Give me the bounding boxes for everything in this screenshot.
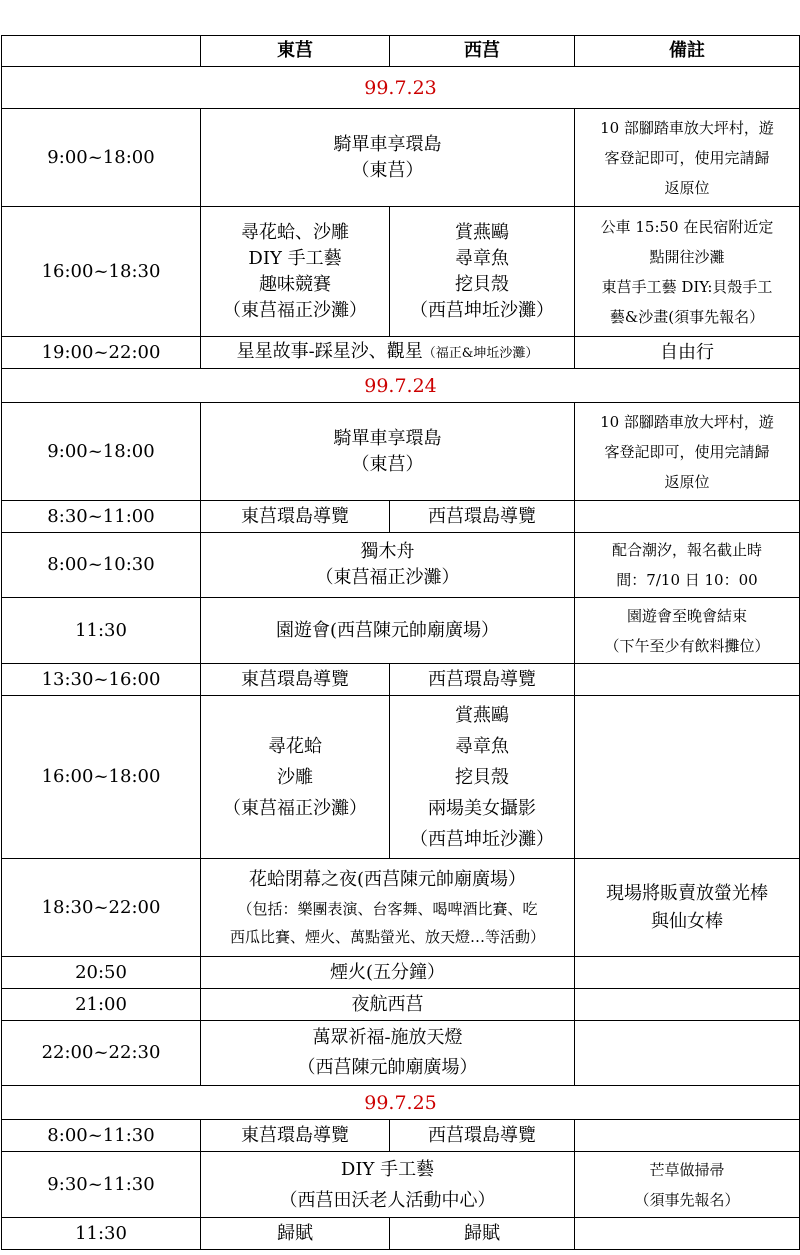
west-cell: 賞燕鷗 尋章魚 挖貝殼 （西莒坤坵沙灘） xyxy=(390,207,575,337)
activity-cell: 獨木舟 （東莒福正沙灘） xyxy=(201,533,575,598)
time-cell: 11:30 xyxy=(2,598,201,664)
time-cell: 18:30~22:00 xyxy=(2,859,201,957)
time-cell: 13:30~16:00 xyxy=(2,664,201,696)
table-row xyxy=(2,1120,800,1152)
time-cell: 9:00~18:00 xyxy=(2,403,201,501)
time-cell: 20:50 xyxy=(2,957,201,989)
table-row xyxy=(2,403,800,501)
activity-cell: 煙火(五分鐘） xyxy=(201,957,575,989)
header-notes: 備註 xyxy=(575,36,800,67)
date-cell: 99.7.23 xyxy=(2,67,800,109)
time-cell: 22:00~22:30 xyxy=(2,1021,201,1086)
note-cell xyxy=(575,1021,800,1086)
time-cell: 9:30~11:30 xyxy=(2,1152,201,1218)
table-row xyxy=(2,533,800,598)
note-cell: 自由行 xyxy=(575,337,800,369)
west-cell: 西莒環島導覽 xyxy=(390,664,575,696)
time-cell: 8:30~11:00 xyxy=(2,501,201,533)
time-cell: 8:00~11:30 xyxy=(2,1120,201,1152)
note-cell: 園遊會至晚會結束 （下午至少有飲料攤位） xyxy=(575,598,800,664)
table-row xyxy=(2,501,800,533)
note-cell: 公車 15:50 在民宿附近定 點開往沙灘 東莒手工藝 DIY:貝殼手工 藝&沙畫(須事先報名） xyxy=(575,207,800,337)
table-row xyxy=(2,1218,800,1250)
table-row xyxy=(2,337,800,369)
table-row xyxy=(2,109,800,207)
activity-cell: 花蛤閉幕之夜(西莒陳元帥廟廣場） （包括：樂團表演、台客舞、喝啤酒比賽、吃 西瓜比賽、煙火、萬點螢光、放天燈…等活動） xyxy=(201,859,575,957)
table-row xyxy=(2,207,800,337)
activity-cell: 萬眾祈福-施放天燈 （西莒陳元帥廟廣場） xyxy=(201,1021,575,1086)
west-cell: 西莒環島導覽 xyxy=(390,1120,575,1152)
note-cell xyxy=(575,501,800,533)
east-cell: 尋花蛤 沙雕 （東莒福正沙灘） xyxy=(201,696,390,859)
west-cell: 賞燕鷗 尋章魚 挖貝殼 兩場美女攝影 （西莒坤坵沙灘） xyxy=(390,696,575,859)
east-cell: 歸賦 xyxy=(201,1218,390,1250)
table-row xyxy=(2,859,800,957)
table-row xyxy=(2,598,800,664)
east-cell: 東莒環島導覽 xyxy=(201,1120,390,1152)
note-cell xyxy=(575,989,800,1021)
activity-cell: 園遊會(西莒陳元帥廟廣場） xyxy=(201,598,575,664)
table-row xyxy=(2,1021,800,1086)
activity-cell: DIY 手工藝 （西莒田沃老人活動中心） xyxy=(201,1152,575,1218)
table-row xyxy=(2,664,800,696)
time-cell: 19:00~22:00 xyxy=(2,337,201,369)
note-cell xyxy=(575,1120,800,1152)
header-east: 東莒 xyxy=(201,36,390,67)
time-cell: 9:00~18:00 xyxy=(2,109,201,207)
east-cell: 東莒環島導覽 xyxy=(201,664,390,696)
note-cell: 10 部腳踏車放大坪村，遊 客登記即可，使用完請歸 返原位 xyxy=(575,403,800,501)
schedule-table xyxy=(1,35,800,1250)
west-cell: 西莒環島導覽 xyxy=(390,501,575,533)
note-cell xyxy=(575,1218,800,1250)
west-cell: 歸賦 xyxy=(390,1218,575,1250)
note-cell: 配合潮汐，報名截止時 間：7/10 日 10：00 xyxy=(575,533,800,598)
east-cell: 東莒環島導覽 xyxy=(201,501,390,533)
time-cell: 11:30 xyxy=(2,1218,201,1250)
date-cell: 99.7.25 xyxy=(2,1086,800,1120)
time-cell: 16:00~18:00 xyxy=(2,696,201,859)
note-cell: 芒草做掃帚 （須事先報名） xyxy=(575,1152,800,1218)
date-row xyxy=(2,1086,800,1120)
header-west: 西莒 xyxy=(390,36,575,67)
note-cell: 現場將販賣放螢光棒 與仙女棒 xyxy=(575,859,800,957)
note-cell xyxy=(575,696,800,859)
time-cell: 8:00~10:30 xyxy=(2,533,201,598)
activity-cell: 夜航西莒 xyxy=(201,989,575,1021)
activity-cell: 騎單車享環島 （東莒） xyxy=(201,109,575,207)
table-row xyxy=(2,696,800,859)
note-cell xyxy=(575,664,800,696)
east-cell: 尋花蛤、沙雕 DIY 手工藝 趣味競賽 （東莒福正沙灘） xyxy=(201,207,390,337)
note-cell xyxy=(575,957,800,989)
note-cell: 10 部腳踏車放大坪村，遊 客登記即可，使用完請歸 返原位 xyxy=(575,109,800,207)
header-row xyxy=(2,36,800,67)
time-cell: 16:00~18:30 xyxy=(2,207,201,337)
table-row xyxy=(2,1152,800,1218)
activity-cell: 星星故事-踩星沙、觀星（福正&坤坵沙灘） xyxy=(201,337,575,369)
date-cell: 99.7.24 xyxy=(2,369,800,403)
date-row xyxy=(2,67,800,109)
time-cell: 21:00 xyxy=(2,989,201,1021)
activity-cell: 騎單車享環島 （東莒） xyxy=(201,403,575,501)
date-row xyxy=(2,369,800,403)
header-time xyxy=(2,36,201,67)
table-row xyxy=(2,989,800,1021)
table-row xyxy=(2,957,800,989)
